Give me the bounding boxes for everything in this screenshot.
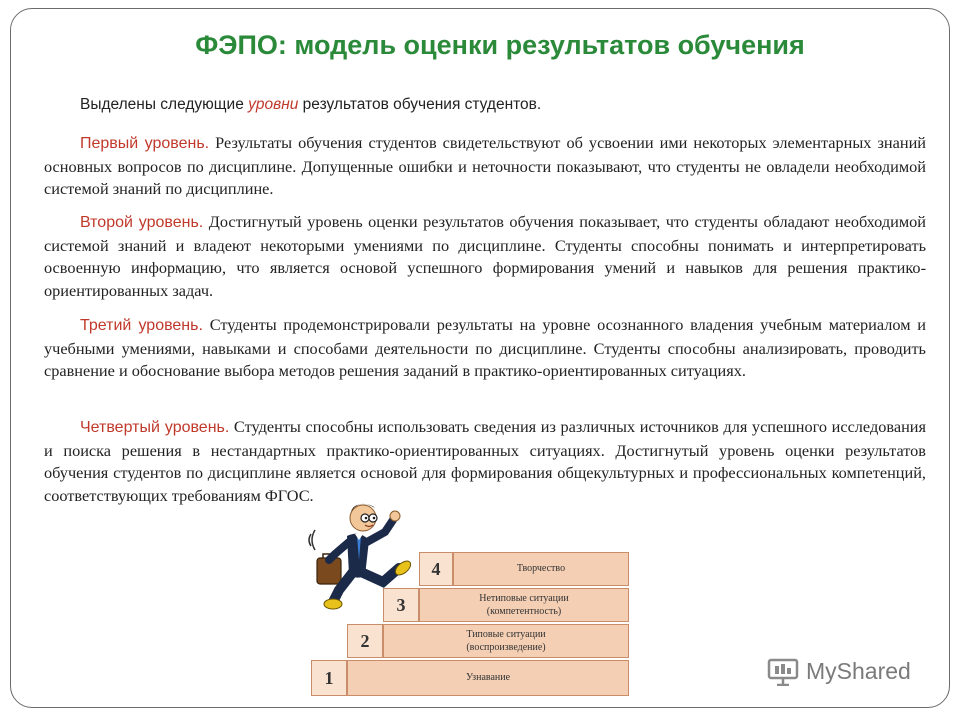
myshared-watermark (766, 656, 911, 686)
running-businessman-illustration (303, 494, 421, 616)
level-2-text: Достигнутый уровень оценки результатов обучения показывает, что студенты обладают необходимой системой знаний и владеют некоторыми умениями по дисциплине. Студенты способны понимать и интерпретировать освоенную информацию, что является основой успешного формирования умений и навыков для решения практико-ориентированных задач. (44, 212, 926, 300)
intro-accent: уровни (248, 96, 299, 113)
step-4-label: Творчество (516, 563, 566, 574)
step-3-number: 3 (383, 588, 419, 622)
level-1-paragraph (44, 132, 926, 201)
watermark-text: MyShared (806, 657, 911, 684)
level-2-paragraph (44, 211, 926, 302)
intro-before: Выделены следующие (80, 96, 249, 113)
level-3-text: Студенты продемонстрировали результаты на уровне осознанного владения учебным материалом и учебными умениями, навыками и способами деятельности по дисциплине. Студенты способны анализировать, проводить сравнение и обоснование выбора методов решения заданий в практико-ориентированных ситуациях. (44, 315, 926, 380)
step-2-number: 2 (347, 624, 383, 658)
level-4-paragraph (44, 416, 926, 507)
level-2-label: Второй уровень. (80, 214, 204, 231)
level-1-label: Первый уровень. (80, 135, 210, 152)
step-1-label: Узнавание (465, 672, 511, 683)
step-4-number: 4 (419, 552, 453, 586)
presentation-board-icon (766, 656, 800, 686)
level-3-paragraph (44, 314, 926, 383)
step-3-label: Нетиповые ситуации (479, 593, 569, 604)
step-2-label: Типовые ситуации (466, 629, 546, 640)
step-1-number: 1 (311, 660, 347, 696)
level-4-text: Студенты способны использовать сведения из различных источников для успешного исследования и поиска решения в нестандартных практико-ориентированных ситуациях. Достигнутый уровень оценки результатов обучения студентов по дисциплине является основой для формирования общекультурных и профессиональных компетенций, соответствующих требованиям ФГОС. (44, 417, 926, 505)
step-2-sublabel: (воспроизведение) (466, 642, 546, 653)
slide-title: ФЭПО: модель оценки результатов обучения (195, 30, 805, 60)
level-3-label: Третий уровень. (80, 317, 203, 334)
intro-text (80, 96, 541, 114)
level-1-text: Результаты обучения студентов свидетельствуют об усвоении ими некоторых элементарных знаний основных вопросов по дисциплине. Допущенные ошибки и неточности показывают, что студенты не овладели необходимой системой знаний по дисциплине. (44, 133, 926, 198)
step-3-sublabel: (компетентность) (486, 606, 562, 617)
level-4-label: Четвертый уровень. (80, 419, 230, 436)
intro-after: результатов обучения студентов. (298, 96, 542, 113)
